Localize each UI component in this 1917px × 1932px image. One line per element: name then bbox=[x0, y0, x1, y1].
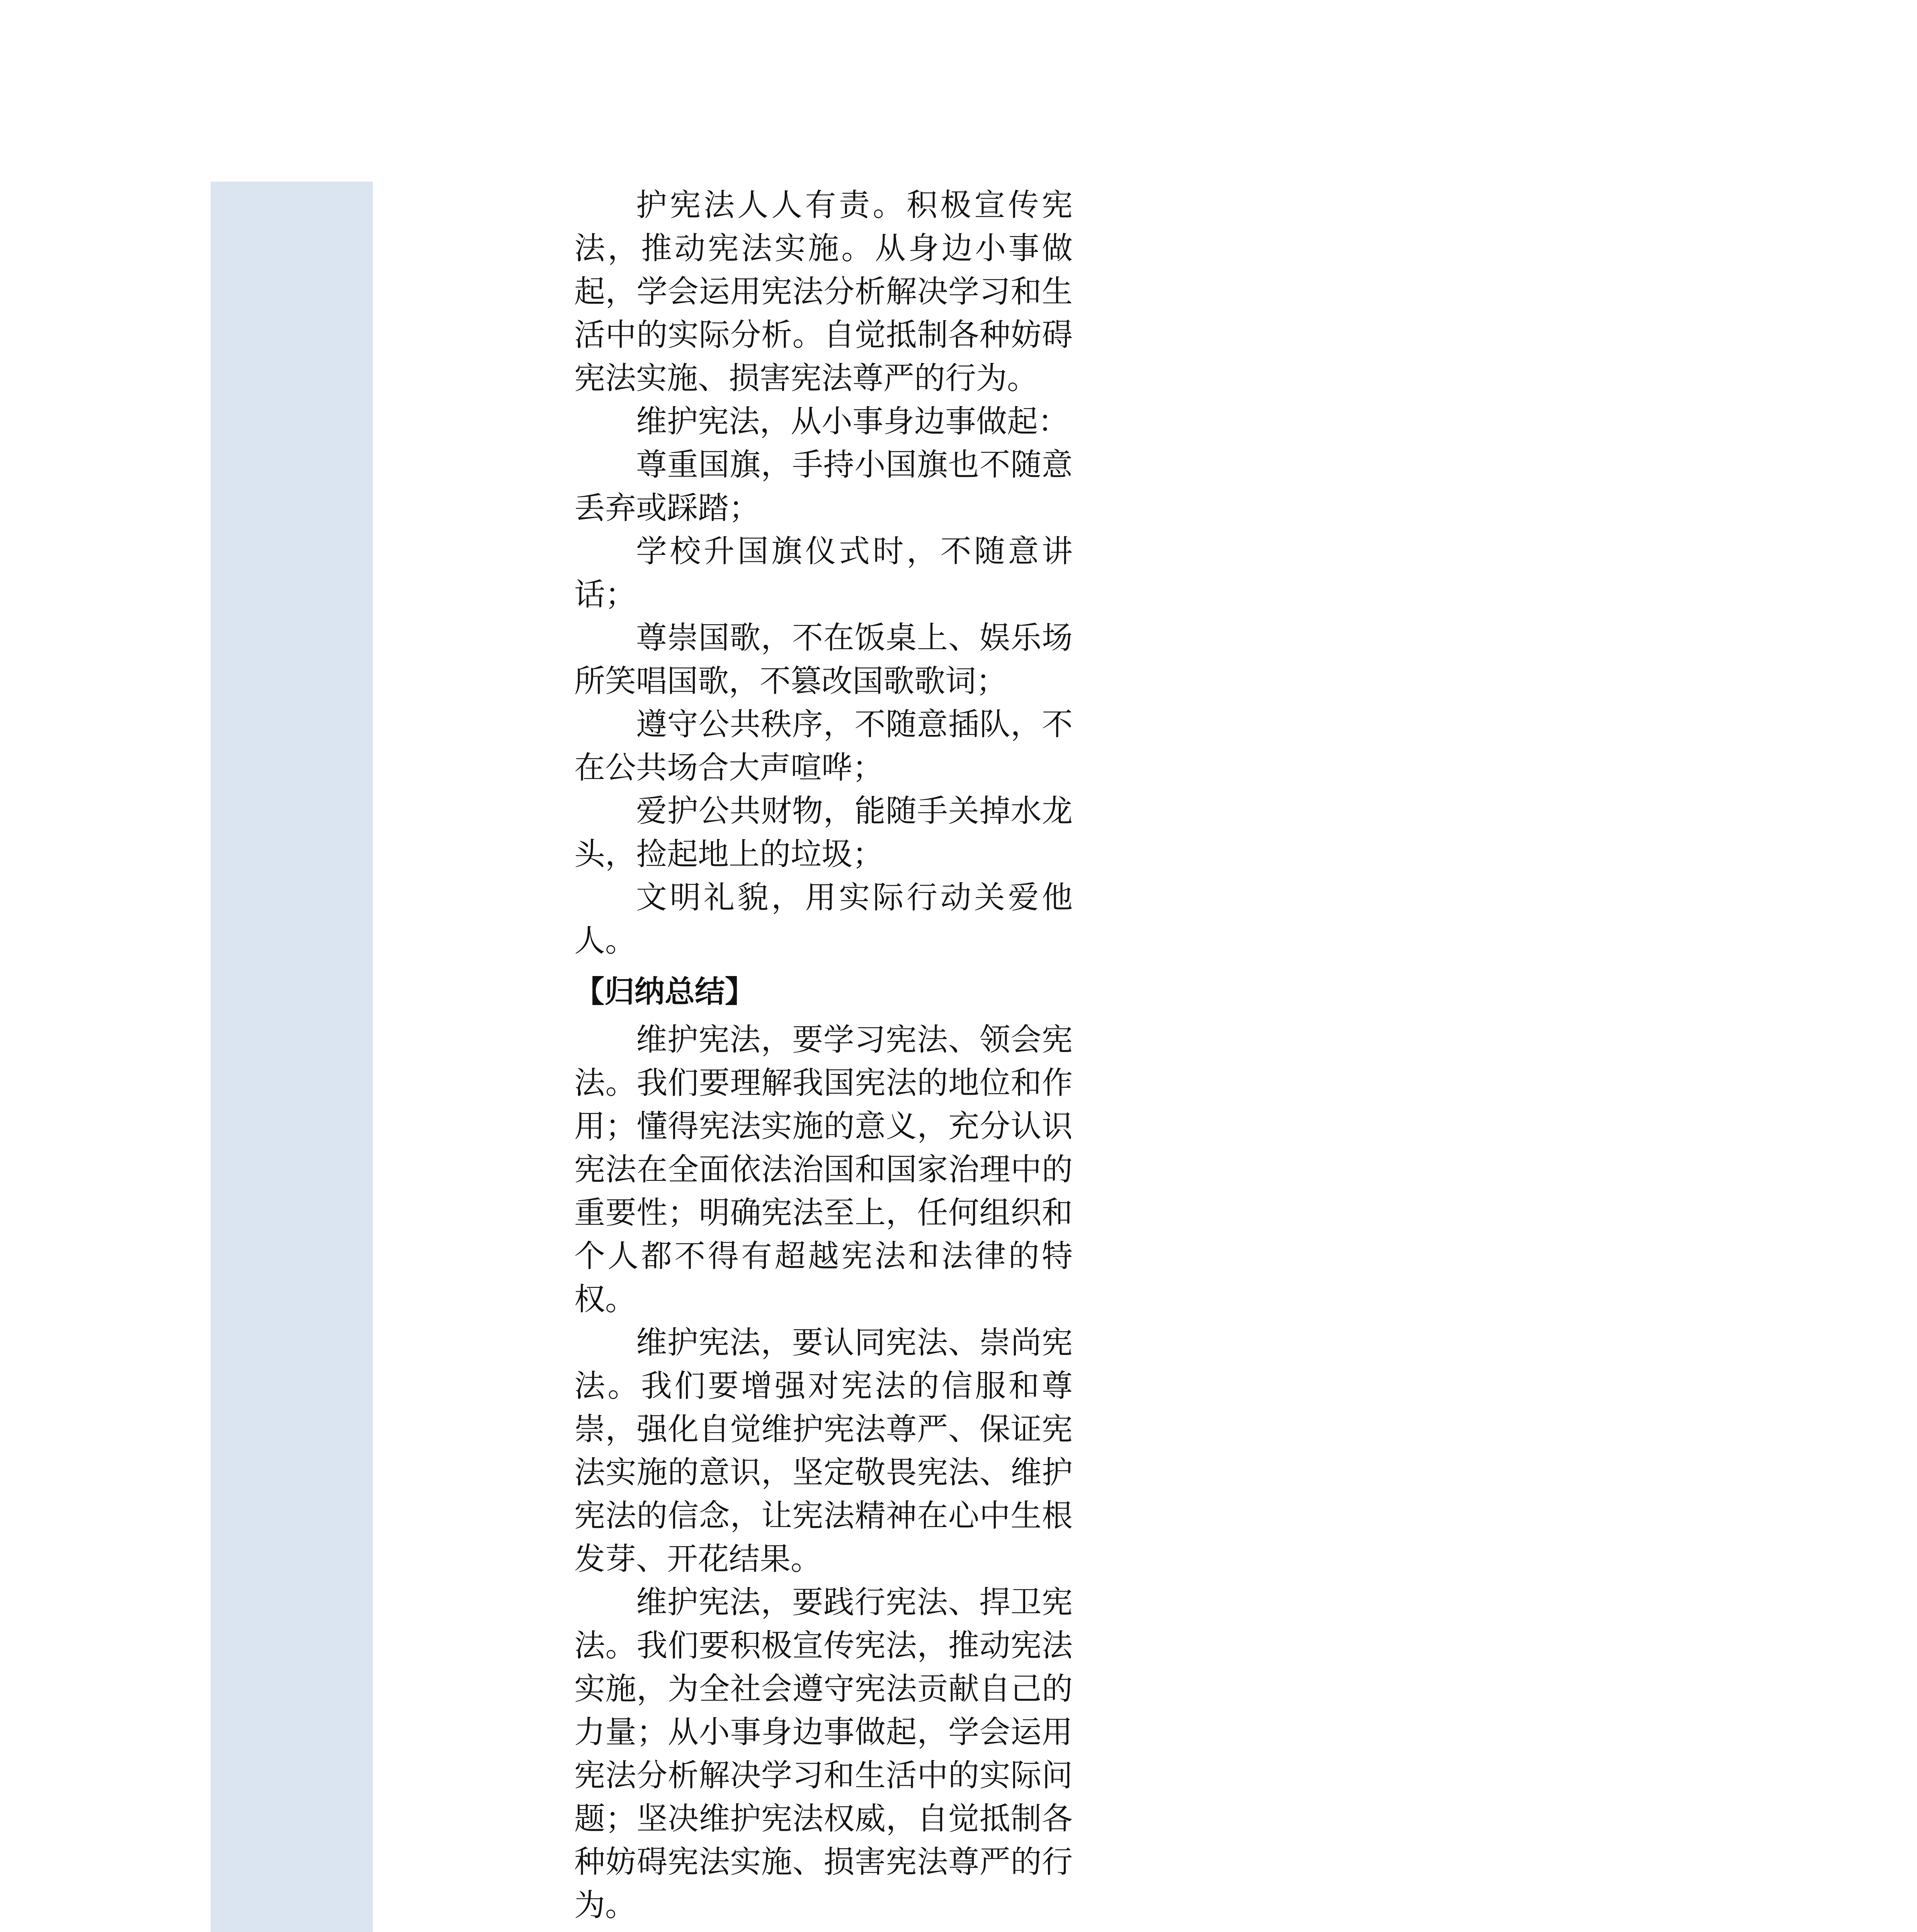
paragraph: 爱护公共财物，能随手关掉水龙头，捡起地上的垃圾； bbox=[574, 793, 1073, 872]
summary-heading: 【归纳总结】 bbox=[574, 975, 755, 1009]
summary-paragraph: 维护宪法，要践行宪法、捍卫宪法。我们要积极宣传宪法，推动宪法实施，为全社会遵守宪法贡献自己的力量；从小事身边事做起，学会运用宪法分析解决学习和生活中的实际问题；坚决维护宪法权威，自觉抵制各种妨碍宪法实施、损害宪法尊严的行为。 bbox=[574, 1584, 1073, 1923]
upper-label-cell bbox=[211, 182, 373, 1932]
paragraph: 尊崇国歌，不在饭桌上、娱乐场所笑唱国歌，不篡改国歌歌词； bbox=[574, 620, 1073, 699]
paragraph: 尊重国旗，手持小国旗也不随意丢弃或踩踏； bbox=[574, 447, 1073, 526]
paragraph: 学校升国旗仪式时，不随意讲话； bbox=[574, 533, 1073, 612]
paragraph: 维护宪法，从小事身边事做起： bbox=[636, 403, 1069, 439]
upper-content-cell bbox=[574, 184, 1073, 1927]
summary-paragraph: 维护宪法，要认同宪法、崇尚宪法。我们要增强对宪法的信服和尊崇，强化自觉维护宪法尊严、保证宪法实施的意识，坚定敬畏宪法、维护宪法的信念，让宪法精神在心中生根发芽、开花结果。 bbox=[574, 1325, 1073, 1577]
paragraph: 文明礼貌，用实际行动关爱他人。 bbox=[574, 879, 1073, 959]
paragraph: 护宪法人人有责。积极宣传宪法，推动宪法实施。从身边小事做起，学会运用宪法分析解决学习和生活中的实际分析。自觉抵制各种妨碍宪法实施、损害宪法尊严的行为。 bbox=[574, 187, 1073, 396]
paragraph: 遵守公共秩序，不随意插队，不在公共场合大声喧哗； bbox=[574, 706, 1073, 786]
summary-paragraph: 维护宪法，要学习宪法、领会宪法。我们要理解我国宪法的地位和作用；懂得宪法实施的意义，充分认识宪法在全面依法治国和国家治理中的重要性；明确宪法至上，任何组织和个人都不得有超越宪法和法律的特权。 bbox=[574, 1022, 1073, 1317]
